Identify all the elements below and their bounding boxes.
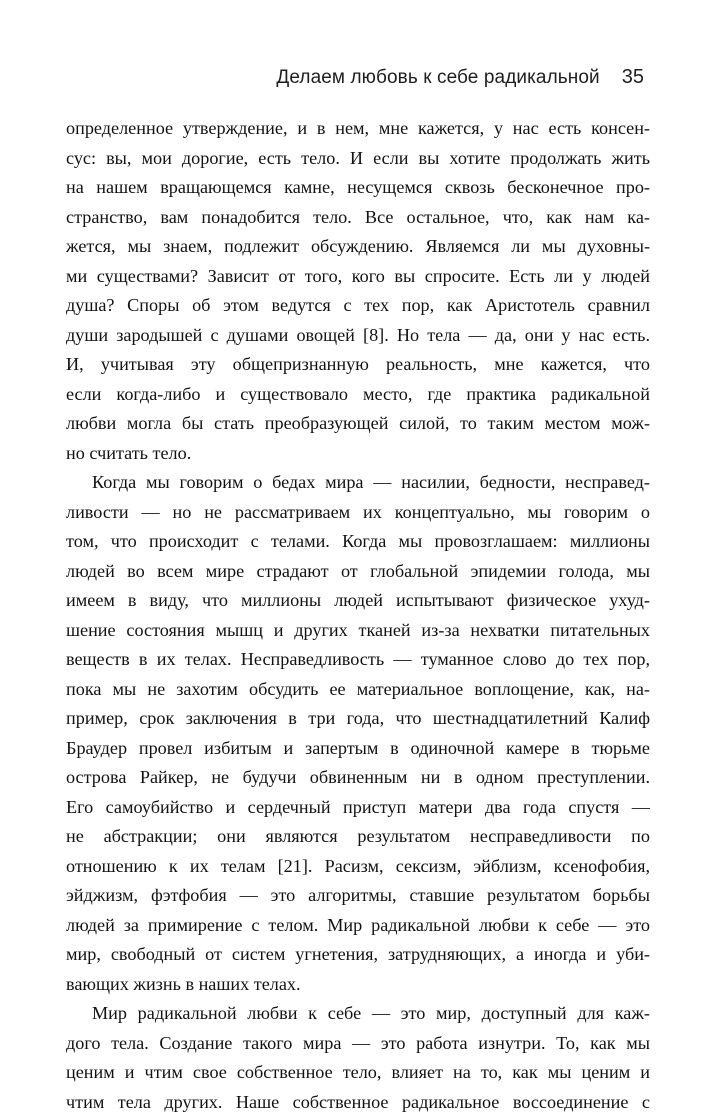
text-line: но считать тело. xyxy=(66,439,650,469)
text-line: Его самоубийство и сердечный приступ матери два года спустя — xyxy=(66,793,650,823)
text-line: шение состояния мышц и других тканей из-за нехватки питательных xyxy=(66,616,650,646)
text-line: ми существами? Зависит от того, кого вы спросите. Есть ли у людей xyxy=(66,262,650,292)
text-line: любви могла бы стать преобразующей силой, то таким местом мож- xyxy=(66,409,650,439)
text-line: дого тела. Создание такого мира — это работа изнутри. То, как мы xyxy=(66,1029,650,1059)
text-line: определенное утверждение, и в нем, мне кажется, у нас есть консен- xyxy=(66,114,650,144)
text-line: не абстракции; они являются результатом несправедливости по xyxy=(66,822,650,852)
text-line: жется, мы знаем, подлежит обсуждению. Являемся ли мы духовны- xyxy=(66,232,650,262)
text-line: странство, вам понадобится тело. Все остальное, что, как нам ка- xyxy=(66,203,650,233)
text-line: чтим тела других. Наше собственное радикальное воссоединение с xyxy=(66,1088,650,1117)
text-line: эйджизм, фэтфобия — это алгоритмы, ставшие результатом борьбы xyxy=(66,881,650,911)
text-line: ценим и чтим свое собственное тело, влияет на то, как мы ценим и xyxy=(66,1058,650,1088)
text-line: если когда-либо и существовало место, где практика радикальной xyxy=(66,380,650,410)
text-line: отношению к их телам [21]. Расизм, сексизм, эйблизм, ксенофобия, xyxy=(66,852,650,882)
paragraph-1 xyxy=(66,114,650,468)
text-line: ливости — но не рассматриваем их концептуально, мы говорим о xyxy=(66,498,650,528)
text-line: людей за примирение с телом. Мир радикальной любви к себе — это xyxy=(66,911,650,941)
text-line: людей во всем мире страдают от глобальной эпидемии голода, мы xyxy=(66,557,650,587)
text-line: на нашем вращающемся камне, несущемся сквозь бесконечное про- xyxy=(66,173,650,203)
text-line: И, учитывая эту общепризнанную реальность, мне кажется, что xyxy=(66,350,650,380)
text-line: имеем в виду, что миллионы людей испытывают физическое ухуд- xyxy=(66,586,650,616)
text-line: Когда мы говорим о бедах мира — насилии, бедности, несправед- xyxy=(66,468,650,498)
body-text xyxy=(66,114,650,1117)
text-line: пока мы не захотим обсудить ее материальное воплощение, как, на- xyxy=(66,675,650,705)
text-line: души зародышей с душами овощей [8]. Но тела — да, они у нас есть. xyxy=(66,321,650,351)
running-title: Делаем любовь к себе радикальной xyxy=(276,67,599,89)
text-line: пример, срок заключения в три года, что шестнадцатилетний Калиф xyxy=(66,704,650,734)
text-line: мир, свободный от систем угнетения, затрудняющих, а иногда и уби- xyxy=(66,940,650,970)
paragraph-2 xyxy=(66,468,650,999)
text-line: сус: вы, мои дорогие, есть тело. И если вы хотите продолжать жить xyxy=(66,144,650,174)
text-line: душа? Споры об этом ведутся с тех пор, как Аристотель сравнил xyxy=(66,291,650,321)
text-line: вающих жизнь в наших телах. xyxy=(66,970,650,1000)
text-line: том, что происходит с телами. Когда мы провозглашаем: миллионы xyxy=(66,527,650,557)
text-line: Мир радикальной любви к себе — это мир, доступный для каж- xyxy=(66,999,650,1029)
text-line: Браудер провел избитым и запертым в одиночной камере в тюрьме xyxy=(66,734,650,764)
text-line: веществ в их телах. Несправедливость — туманное слово до тех пор, xyxy=(66,645,650,675)
paragraph-3 xyxy=(66,999,650,1117)
page-number: 35 xyxy=(622,66,644,89)
running-header xyxy=(62,66,644,96)
text-line: острова Райкер, не будучи обвиненным ни в одном преступлении. xyxy=(66,763,650,793)
